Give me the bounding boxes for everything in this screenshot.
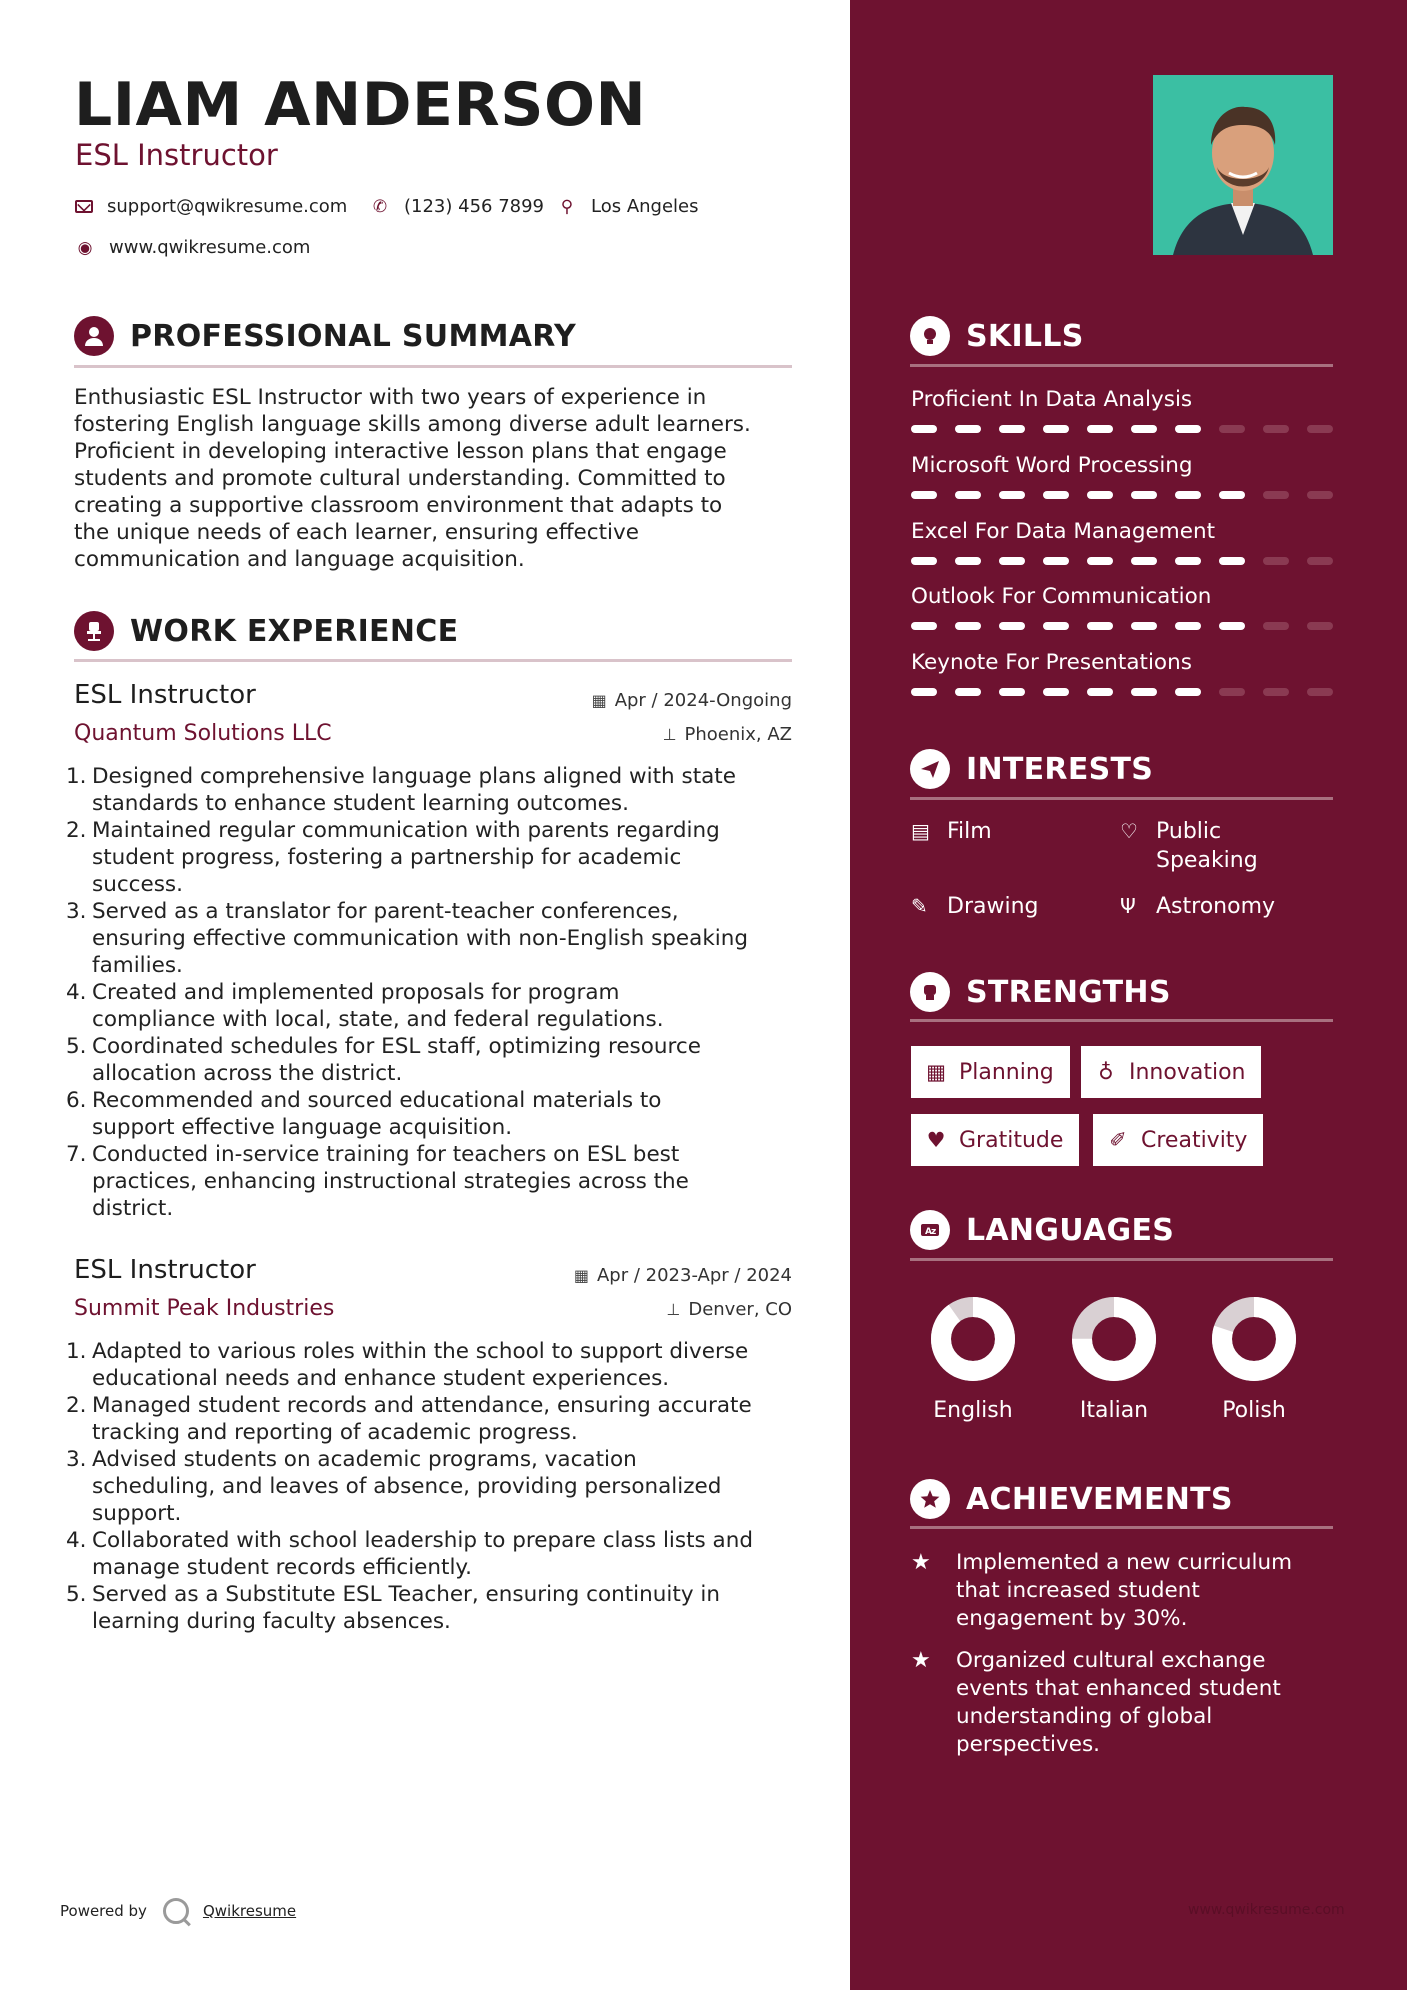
- achievement-line: events that enhanced student: [956, 1676, 1281, 1701]
- job-location: [666, 1299, 792, 1320]
- achievement-item: [911, 1549, 1331, 1633]
- skill-dash-filled: [955, 688, 981, 696]
- star-icon: ★: [911, 1648, 931, 1673]
- skill-dash-filled: [1175, 688, 1201, 696]
- language-ring: [930, 1296, 1016, 1382]
- list-item: [66, 979, 796, 1033]
- skill-dash-filled: [1219, 622, 1245, 630]
- bullet-line: families.: [92, 953, 183, 978]
- bullet-number: 3.: [66, 1447, 87, 1472]
- pushpin-icon: ⊥: [666, 1300, 681, 1319]
- bullet-line: learning during faculty absences.: [92, 1609, 451, 1634]
- strength-label: Planning: [959, 1059, 1054, 1085]
- bullet-number: 1.: [66, 764, 87, 789]
- skill-name: Keynote For Presentations: [911, 650, 1192, 675]
- skill-rating: [911, 688, 1351, 696]
- summary-text: [74, 384, 794, 573]
- skill-dash-empty: [1219, 688, 1245, 696]
- skill-dash-filled: [911, 688, 937, 696]
- list-item: [66, 763, 796, 817]
- heart-icon: ♥: [926, 1128, 946, 1152]
- list-item: [66, 1446, 796, 1527]
- utensils-icon: Ψ: [1120, 894, 1136, 918]
- skill-dash-filled: [1219, 557, 1245, 565]
- summary-line: fostering English language skills among diverse adult learners.: [74, 412, 751, 437]
- skill-dash-empty: [1263, 688, 1289, 696]
- translate-icon: [910, 1210, 950, 1250]
- calendar-icon: ▦: [591, 691, 607, 710]
- summary-line: the unique needs of each learner, ensuring effective: [74, 520, 639, 545]
- skill-dash-filled: [1043, 622, 1069, 630]
- achievement-line: understanding of global: [956, 1704, 1213, 1729]
- job-location: [663, 724, 792, 745]
- skill-dash-filled: [1131, 557, 1157, 565]
- language-ring: [1211, 1296, 1297, 1382]
- skill-dash-filled: [1175, 557, 1201, 565]
- skill-dash-filled: [911, 425, 937, 433]
- skill-dash-filled: [1175, 425, 1201, 433]
- bullet-number: 1.: [66, 1339, 87, 1364]
- qwikresume-logo-icon: [163, 1898, 189, 1924]
- summary-line: Proficient in developing interactive lesson plans that engage: [74, 439, 727, 464]
- bullet-line: Coordinated schedules for ESL staff, optimizing resource: [92, 1034, 701, 1059]
- skill-dash-filled: [999, 425, 1025, 433]
- skill-dash-filled: [1087, 425, 1113, 433]
- bullet-line: standards to enhance student learning outcomes.: [92, 791, 629, 816]
- skill-dash-filled: [999, 557, 1025, 565]
- job-location-text: Denver, CO: [688, 1299, 792, 1320]
- summary-heading: [74, 316, 576, 356]
- profile-photo: [1153, 75, 1333, 255]
- powered-by-text: Powered by: [60, 1902, 147, 1920]
- mail-icon: [75, 200, 93, 213]
- website-text: www.qwikresume.com: [109, 237, 311, 258]
- language-label: English: [933, 1398, 1013, 1423]
- phone-icon: ✆: [372, 196, 388, 217]
- bullet-line: Created and implemented proposals for program: [92, 980, 620, 1005]
- strength-chip: [1093, 1114, 1263, 1166]
- bullet-line: compliance with local, state, and federal regulations.: [92, 1007, 664, 1032]
- list-item: [66, 1033, 796, 1087]
- skill-dash-empty: [1307, 491, 1333, 499]
- bullet-number: 5.: [66, 1034, 87, 1059]
- strength-chip: [911, 1114, 1079, 1166]
- interest-label-line: Speaking: [1156, 848, 1258, 873]
- list-item: [66, 1338, 796, 1392]
- interest-item: [1120, 817, 1258, 875]
- company-name: Quantum Solutions LLC: [74, 721, 332, 746]
- skill-dash-empty: [1307, 425, 1333, 433]
- skill-dash-empty: [1219, 425, 1245, 433]
- bullet-number: 2.: [66, 818, 87, 843]
- skill-dash-empty: [1263, 491, 1289, 499]
- email-text: support@qwikresume.com: [107, 196, 348, 217]
- skill-dash-filled: [1131, 622, 1157, 630]
- bullet-line: Advised students on academic programs, vacation: [92, 1447, 637, 1472]
- skills-divider: [910, 364, 1333, 367]
- skill-dash-filled: [1175, 622, 1201, 630]
- languages-title: LANGUAGES: [966, 1212, 1175, 1248]
- summary-line: communication and language acquisition.: [74, 547, 525, 572]
- language-label: Italian: [1079, 1398, 1149, 1423]
- bullet-line: Designed comprehensive language plans aligned with state: [92, 764, 736, 789]
- summary-divider: [74, 365, 792, 368]
- job-bullets: [66, 1338, 796, 1635]
- skill-dash-filled: [955, 622, 981, 630]
- globe-icon: ◉: [77, 237, 93, 258]
- language-ring: [1071, 1296, 1157, 1382]
- map-marker-icon: ⚲: [560, 196, 574, 217]
- skill-dash-empty: [1307, 688, 1333, 696]
- skill-dash-filled: [999, 688, 1025, 696]
- strengths-title: STRENGTHS: [966, 974, 1171, 1010]
- job-title: ESL Instructor: [74, 680, 256, 710]
- bullet-number: 6.: [66, 1088, 87, 1113]
- bullet-line: support effective language acquisition.: [92, 1115, 513, 1140]
- skills-title: SKILLS: [966, 318, 1084, 354]
- skill-dash-filled: [955, 557, 981, 565]
- skill-dash-empty: [1263, 557, 1289, 565]
- bullet-line: Managed student records and attendance, ensuring accurate: [92, 1393, 752, 1418]
- skill-dash-filled: [1131, 425, 1157, 433]
- experience-title: WORK EXPERIENCE: [130, 613, 459, 649]
- pushpin-icon: ⊥: [662, 725, 677, 744]
- skill-dash-filled: [999, 491, 1025, 499]
- interests-heading: [910, 749, 1153, 789]
- job-dates-text: Apr / 2023-Apr / 2024: [596, 1265, 792, 1286]
- skill-dash-empty: [1307, 622, 1333, 630]
- skill-rating: [911, 491, 1351, 499]
- job-dates: [592, 690, 792, 711]
- brush-icon: ✐: [1109, 1128, 1127, 1152]
- list-item: [66, 817, 796, 898]
- calendar-icon: ▦: [926, 1060, 946, 1084]
- powered-by: [60, 1898, 296, 1924]
- bullet-line: Conducted in-service training for teachers on ESL best: [92, 1142, 680, 1167]
- skill-name: Microsoft Word Processing: [911, 453, 1193, 478]
- skill-dash-filled: [1087, 688, 1113, 696]
- bullet-number: 2.: [66, 1393, 87, 1418]
- skill-name: Outlook For Communication: [911, 584, 1212, 609]
- candidate-name: LIAM ANDERSON: [74, 70, 647, 140]
- bullet-line: district.: [92, 1196, 174, 1221]
- skill-dash-filled: [999, 622, 1025, 630]
- bullet-line: manage student records efficiently.: [92, 1555, 472, 1580]
- chair-icon: [74, 611, 114, 651]
- bullet-line: support.: [92, 1501, 182, 1526]
- bullet-number: 4.: [66, 980, 87, 1005]
- skill-dash-filled: [1043, 425, 1069, 433]
- list-item: [66, 1087, 796, 1141]
- list-item: [66, 1392, 796, 1446]
- bullet-line: Served as a translator for parent-teacher conferences,: [92, 899, 679, 924]
- star-icon: [910, 1479, 950, 1519]
- bullet-number: 7.: [66, 1142, 87, 1167]
- achievements-divider: [910, 1526, 1333, 1529]
- achievements-heading: [910, 1479, 1233, 1519]
- location-text: Los Angeles: [591, 196, 699, 217]
- bullet-line: allocation across the district.: [92, 1061, 403, 1086]
- brand-link[interactable]: Qwikresume: [202, 1902, 297, 1920]
- interests-title: INTERESTS: [966, 751, 1154, 787]
- fist-icon: [910, 972, 950, 1012]
- skill-dash-filled: [911, 622, 937, 630]
- skill-dash-filled: [1219, 491, 1245, 499]
- interest-label: Drawing: [947, 894, 1039, 919]
- achievement-item: [911, 1647, 1331, 1759]
- skill-dash-filled: [1043, 688, 1069, 696]
- languages-divider: [910, 1258, 1333, 1261]
- job-bullets: [66, 763, 796, 1222]
- bullet-line: Maintained regular communication with parents regarding: [92, 818, 720, 843]
- strength-chip: [1081, 1046, 1261, 1098]
- phone-text: (123) 456 7899: [404, 196, 545, 217]
- achievement-line: that increased student: [956, 1578, 1200, 1603]
- skill-dash-filled: [1043, 557, 1069, 565]
- skill-dash-filled: [955, 425, 981, 433]
- lightbulb-icon: [910, 316, 950, 356]
- skill-dash-filled: [911, 491, 937, 499]
- achievements-title: ACHIEVEMENTS: [966, 1481, 1233, 1517]
- bullet-line: educational needs and enhance student experiences.: [92, 1366, 670, 1391]
- achievement-line: engagement by 30%.: [956, 1606, 1188, 1631]
- list-item: [66, 1527, 796, 1581]
- right-column: [850, 0, 1407, 1990]
- bullet-line: Served as a Substitute ESL Teacher, ensuring continuity in: [92, 1582, 720, 1607]
- skill-dash-filled: [1131, 688, 1157, 696]
- skills-heading: [910, 316, 1084, 356]
- language-label: Polish: [1222, 1398, 1286, 1423]
- bullet-line: practices, enhancing instructional strategies across the: [92, 1169, 689, 1194]
- bullet-line: Adapted to various roles within the school to support diverse: [92, 1339, 749, 1364]
- bullet-line: tracking and reporting of academic progress.: [92, 1420, 578, 1445]
- experience-divider: [74, 659, 792, 662]
- heartbeat-icon: ♡: [1120, 819, 1138, 843]
- skill-dash-filled: [955, 491, 981, 499]
- calendar-icon: ▦: [573, 1266, 589, 1285]
- achievement-line: Implemented a new curriculum: [956, 1550, 1293, 1575]
- achievement-line: perspectives.: [956, 1732, 1101, 1757]
- strengths-heading: [910, 972, 1171, 1012]
- skill-dash-filled: [1087, 557, 1113, 565]
- user-icon: [74, 316, 114, 356]
- contact-website[interactable]: [75, 237, 310, 258]
- language-ring-fill: [941, 1307, 1005, 1371]
- skill-dash-filled: [911, 557, 937, 565]
- paper-plane-icon: [910, 749, 950, 789]
- summary-line: students and promote cultural understanding. Committed to: [74, 466, 726, 491]
- skill-dash-filled: [1043, 491, 1069, 499]
- interest-label: Film: [947, 819, 992, 844]
- experience-heading: [74, 611, 458, 651]
- candidate-role: ESL Instructor: [75, 138, 278, 172]
- skill-dash-empty: [1307, 557, 1333, 565]
- skill-dash-filled: [1131, 491, 1157, 499]
- skill-dash-filled: [1087, 622, 1113, 630]
- bullet-line: scheduling, and leaves of absence, providing personalized: [92, 1474, 722, 1499]
- bullet-number: 5.: [66, 1582, 87, 1607]
- contact-phone[interactable]: [370, 196, 544, 217]
- skill-rating: [911, 557, 1351, 565]
- bullet-line: student progress, fostering a partnership for academic: [92, 845, 682, 870]
- film-icon: ▤: [911, 819, 930, 843]
- list-item: [66, 1581, 796, 1635]
- languages-heading: [910, 1210, 1174, 1250]
- footer-site: www.qwikresume.com: [1188, 1902, 1345, 1918]
- contact-email[interactable]: [75, 196, 347, 217]
- strengths-divider: [910, 1019, 1333, 1022]
- interest-label: Astronomy: [1156, 894, 1276, 919]
- bullet-line: success.: [92, 872, 183, 897]
- strength-label: Creativity: [1141, 1127, 1248, 1153]
- job-dates: [574, 1265, 792, 1286]
- strength-label: Gratitude: [959, 1127, 1064, 1153]
- summary-line: creating a supportive classroom environment that adapts to: [74, 493, 723, 518]
- interest-item: [1120, 892, 1275, 921]
- strength-label: Innovation: [1129, 1059, 1246, 1085]
- list-item: [66, 898, 796, 979]
- svg-text:z: z: [931, 1227, 937, 1237]
- pencil-icon: ✎: [911, 894, 928, 918]
- bullet-number: 4.: [66, 1528, 87, 1553]
- contact-location: [557, 196, 699, 217]
- star-icon: ★: [911, 1550, 931, 1575]
- job-location-text: Phoenix, AZ: [684, 724, 792, 745]
- skill-name: Proficient In Data Analysis: [911, 387, 1193, 412]
- svg-text:A: A: [925, 1227, 933, 1237]
- skill-dash-filled: [1087, 491, 1113, 499]
- job-dates-text: Apr / 2024-Ongoing: [614, 690, 792, 711]
- bullet-line: ensuring effective communication with non-English speaking: [92, 926, 749, 951]
- job-title: ESL Instructor: [74, 1255, 256, 1285]
- skill-rating: [911, 425, 1351, 433]
- skill-dash-empty: [1263, 425, 1289, 433]
- achievement-line: Organized cultural exchange: [956, 1648, 1266, 1673]
- skill-name: Excel For Data Management: [911, 519, 1216, 544]
- summary-line: Enthusiastic ESL Instructor with two years of experience in: [74, 385, 707, 410]
- strength-chip: [911, 1046, 1070, 1098]
- summary-title: PROFESSIONAL SUMMARY: [130, 318, 577, 354]
- interest-label-line: Public: [1156, 819, 1222, 844]
- bullet-line: Collaborated with school leadership to prepare class lists and: [92, 1528, 754, 1553]
- lightbulb-icon: ♁: [1098, 1060, 1114, 1084]
- bullet-number: 3.: [66, 899, 87, 924]
- list-item: [66, 1141, 796, 1222]
- bullet-line: Recommended and sourced educational materials to: [92, 1088, 662, 1113]
- interest-item: [911, 892, 1038, 921]
- skill-rating: [911, 622, 1351, 630]
- company-name: Summit Peak Industries: [74, 1296, 335, 1321]
- interest-label: [1156, 817, 1258, 875]
- skill-dash-filled: [1175, 491, 1201, 499]
- interest-item: [911, 817, 992, 846]
- interests-divider: [910, 797, 1333, 800]
- skill-dash-empty: [1263, 622, 1289, 630]
